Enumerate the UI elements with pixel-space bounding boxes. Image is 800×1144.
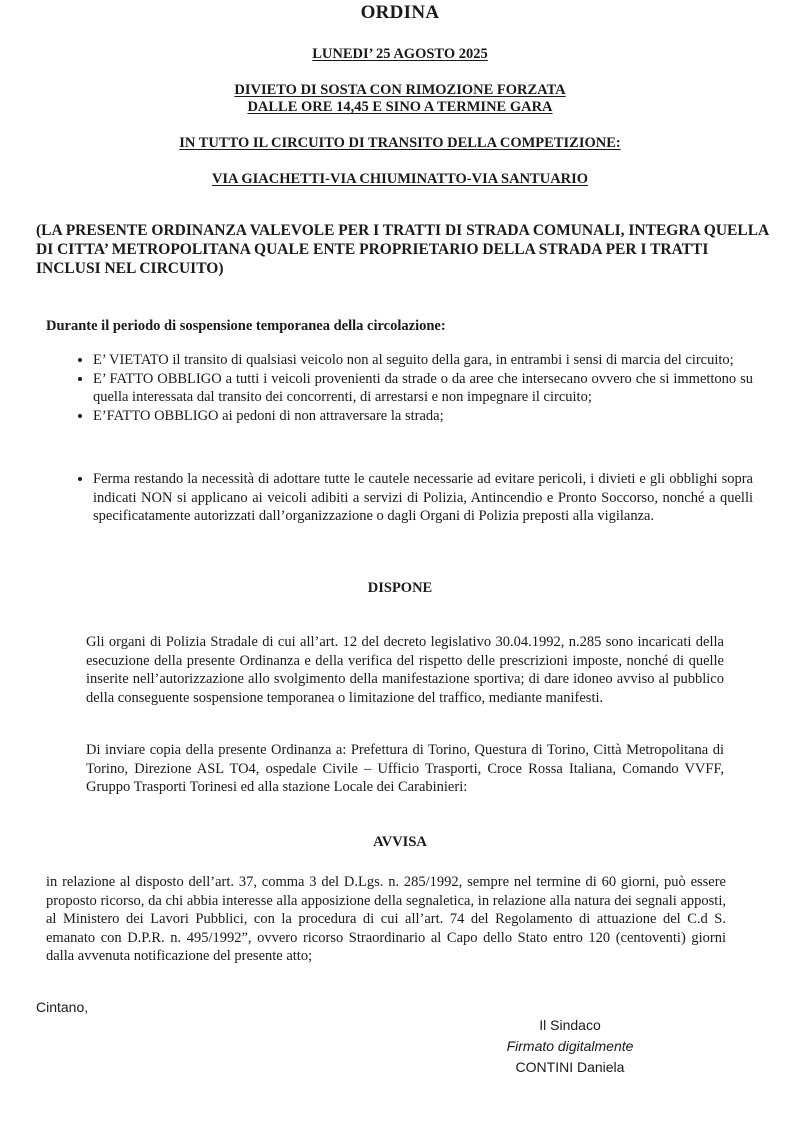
signature-role: Il Sindaco xyxy=(539,1017,601,1033)
dispone-heading: DISPONE xyxy=(367,580,433,596)
list-item: • E’FATTO OBBLIGO ai pedoni di non attraversare la strada; xyxy=(93,407,753,426)
prohibition-line-2: DALLE ORE 14,45 E SINO A TERMINE GARA xyxy=(247,99,553,115)
suspension-list-exception xyxy=(66,470,753,526)
suspension-list xyxy=(66,351,753,425)
list-item: • E’ VIETATO il transito di qualsiasi veicolo non al seguito della gara, in entrambi i sensi di marcia del circuito; xyxy=(93,351,753,370)
signature-block xyxy=(460,1015,680,1078)
scope-heading: IN TUTTO IL CIRCUITO DI TRANSITO DELLA COMPETIZIONE: xyxy=(179,135,621,151)
streets-heading: VIA GIACHETTI-VIA CHIUMINATTO-VIA SANTUARIO xyxy=(211,171,589,187)
ordinance-note: (LA PRESENTE ORDINANZA VALEVOLE PER I TRATTI DI STRADA COMUNALI, INTEGRA QUELLA DI CITTA’ METROPOLITANA QUALE ENTE PROPRIETARIO DELLA STRADA PER I TRATTI INCLUSI NEL CIRCUITO) xyxy=(36,222,769,277)
list-item: • Ferma restando la necessità di adottare tutte le cautele necessarie ad evitare pericoli, i divieti e gli obblighi sopra indicati NON si applicano ai veicoli adibiti a servizi di Polizia, Antincendio e Pronto Soccorso, nonché a quelli specificatamente autorizzati dall’organizzazione o dagli Organi di Polizia preposti alla vigilanza. xyxy=(93,470,753,526)
signature-note: Firmato digitalmente xyxy=(506,1038,634,1054)
avvisa-heading: AVVISA xyxy=(373,834,427,850)
prohibition-line-1: DIVIETO DI SOSTA CON RIMOZIONE FORZATA xyxy=(234,82,566,98)
dispone-paragraph: Di inviare copia della presente Ordinanza a: Prefettura di Torino, Questura di Torino, Città Metropolitana di Torino, Direzione ASL TO4, ospedale Civile – Ufficio Trasporti, Croce Rossa Italiana, Comando VVFF, Gruppo Trasporti Torinesi ed alla stazione Locale dei Carabinieri: xyxy=(86,742,724,795)
suspension-heading: Durante il periodo di sospensione temporanea della circolazione: xyxy=(46,318,446,334)
dispone-paragraph: Gli organi di Polizia Stradale di cui all’art. 12 del decreto legislativo 30.04.1992, n.285 sono incaricati della esecuzione della presente Ordinanza e della verifica del rispetto delle prescrizioni imposte, nonché di quelle inserite nell’autorizzazione allo svolgimento della manifestazione sportiva; di dare idoneo avviso al pubblico della conseguente sospensione temporanea o limitazione del traffico, mediante manifesti. xyxy=(86,634,724,706)
signature-name: CONTINI Daniela xyxy=(515,1059,625,1075)
document-title: ORDINA xyxy=(360,2,440,23)
avvisa-paragraph: in relazione al disposto dell’art. 37, comma 3 del D.Lgs. n. 285/1992, sempre nel termine di 60 giorni, può essere proposto ricorso, da chi abbia interesse alla apposizione della segnaletica, in relazione alla natura dei segnali apposti, al Ministero dei Lavori Pubblici, con la procedura di cui all’art. 74 del Regolamento di attuazione del C.d S. emanato con D.P.R. n. 495/1992”, ovvero ricorso Straordinario al Capo dello Stato entro 120 (centoventi) giorni dalla avvenuta notificazione del presente atto; xyxy=(46,874,726,964)
order-date: LUNEDI’ 25 AGOSTO 2025 xyxy=(312,46,488,62)
list-item: • E’ FATTO OBBLIGO a tutti i veicoli provenienti da strade o da aree che intersecano ovvero che si immettono su quella interessata dal transito dei concorrenti, di arrestarsi e non impegnare il circuito; xyxy=(93,370,753,407)
place-label: Cintano, xyxy=(36,999,89,1015)
